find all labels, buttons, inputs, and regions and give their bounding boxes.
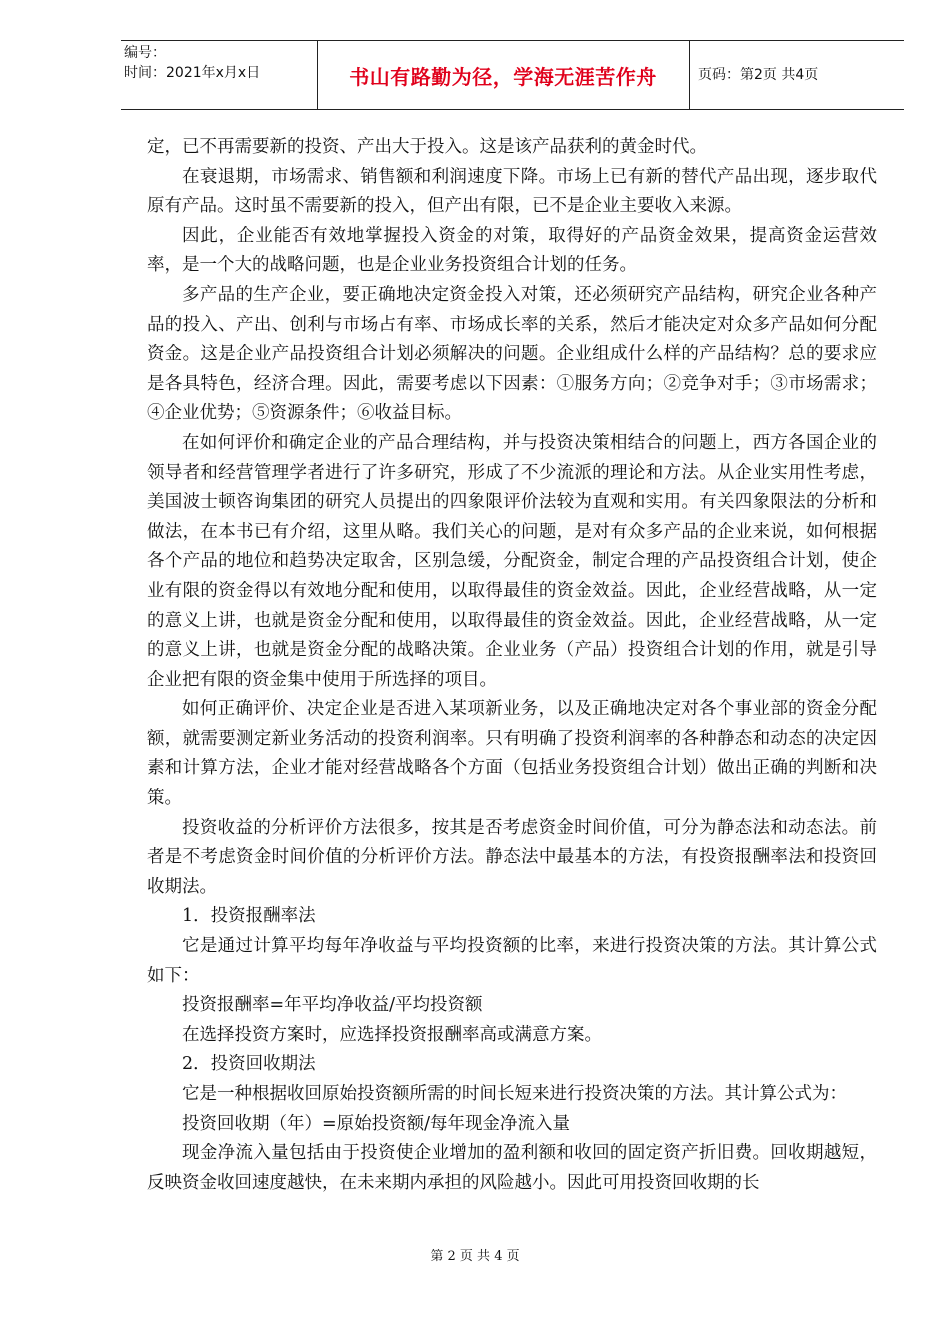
header-page-cell — [690, 41, 904, 109]
page-info: 页码：第2页 共4页 — [698, 67, 819, 83]
formula: 投资回收期（年）=原始投资额/每年现金净流入量 — [182, 1113, 571, 1134]
section-heading: 2．投资回收期法 — [182, 1054, 316, 1075]
number-label: 编号： — [124, 45, 166, 61]
paragraph: 如何正确评价、决定企业是否进入某项新业务，以及正确地决定对各个事业部的资金分配额，就需要测定新业务活动的投资利润率。只有明确了投资利润率的各种静态和动态的决定因素和计算方法，企业才能对经营战略各个方面（包括业务投资组合计划）做出正确的判断和决策。 — [147, 699, 877, 809]
paragraph: 因此，企业能否有效地掌握投入资金的对策，取得好的产品资金效果，提高资金运营效率，是一个大的战略问题，也是企业业务投资组合计划的任务。 — [147, 225, 877, 276]
paragraph: 它是一种根据收回原始投资额所需的时间长短来进行投资决策的方法。其计算公式为： — [182, 1084, 847, 1104]
paragraph: 定，已不再需要新的投资、产出大于投入。这是该产品获利的黄金时代。 — [147, 137, 707, 157]
page-footer: 第 2 页 共 4 页 — [430, 1249, 520, 1264]
paragraph: 在如何评价和确定企业的产品合理结构，并与投资决策相结合的问题上，西方各国企业的领导者和经营管理学者进行了许多研究，形成了不少流派的理论和方法。从企业实用性考虑，美国波士顿咨询集团的研究人员提出的四象限评价法较为直观和实用。有关四象限法的分析和做法，在本书已有介绍，这里从略。我们关心的问题，是对有众多产品的企业来说，如何根据各个产品的地位和趋势决定取舍，区别急缓，分配资金，制定合理的产品投资组合计划，使企业有限的资金得以有效地分配和使用，以取得最佳的资金效益。因此，企业经营战略，从一定的意义上讲，也就是资金分配和使用，以取得最佳的资金效益。因此，企业经营战略，从一定的意义上讲，也就是资金分配的战略决策。企业业务（产品）投资组合计划的作用，就是引导企业把有限的资金集中使用于所选择的项目。 — [147, 432, 877, 690]
section-heading: 1．投资报酬率法 — [182, 906, 316, 927]
paragraph: 多产品的生产企业，要正确地决定资金投入对策，还必须研究产品结构，研究企业各种产品的投入、产出、创利与市场占有率、市场成长率的关系，然后才能决定对众多产品如何分配资金。这是企业产品投资组合计划必须解决的问题。企业组成什么样的产品结构？总的要求应是各具特色，经济合理。因此，需要考虑以下因素：①服务方向；②竞争对手；③市场需求；④企业优势；⑤资源条件；⑥收益目标。 — [147, 284, 877, 424]
document-header — [121, 40, 904, 110]
paragraph: 现金净流入量包括由于投资使企业增加的盈利额和收回的固定资产折旧费。回收期越短，反映资金收回速度越快，在未来期内承担的风险越小。因此可用投资回收期的长 — [147, 1143, 877, 1193]
header-meta-cell — [121, 41, 318, 109]
formula: 投资报酬率=年平均净收益/平均投资额 — [182, 995, 483, 1016]
paragraph: 在衰退期，市场需求、销售额和利润速度下降。市场上已有新的替代产品出现，逐步取代原有产品。这时虽不需要新的投入，但产出有限，已不是企业主要收入来源。 — [147, 166, 877, 217]
paragraph: 在选择投资方案时，应选择投资报酬率高或满意方案。 — [182, 1024, 602, 1045]
header-motto-cell — [317, 41, 690, 109]
date-label: 时间：2021年x月x日 — [124, 65, 261, 81]
document-body — [147, 133, 877, 1198]
motto-text: 书山有路勤为径，学海无涯苦作舟 — [349, 64, 657, 89]
paragraph: 它是通过计算平均每年净收益与平均投资额的比率，来进行投资决策的方法。其计算公式如下： — [147, 936, 877, 986]
paragraph: 投资收益的分析评价方法很多，按其是否考虑资金时间价值，可分为静态法和动态法。前者是不考虑资金时间价值的分析评价方法。静态法中最基本的方法，有投资报酬率法和投资回收期法。 — [147, 817, 877, 897]
